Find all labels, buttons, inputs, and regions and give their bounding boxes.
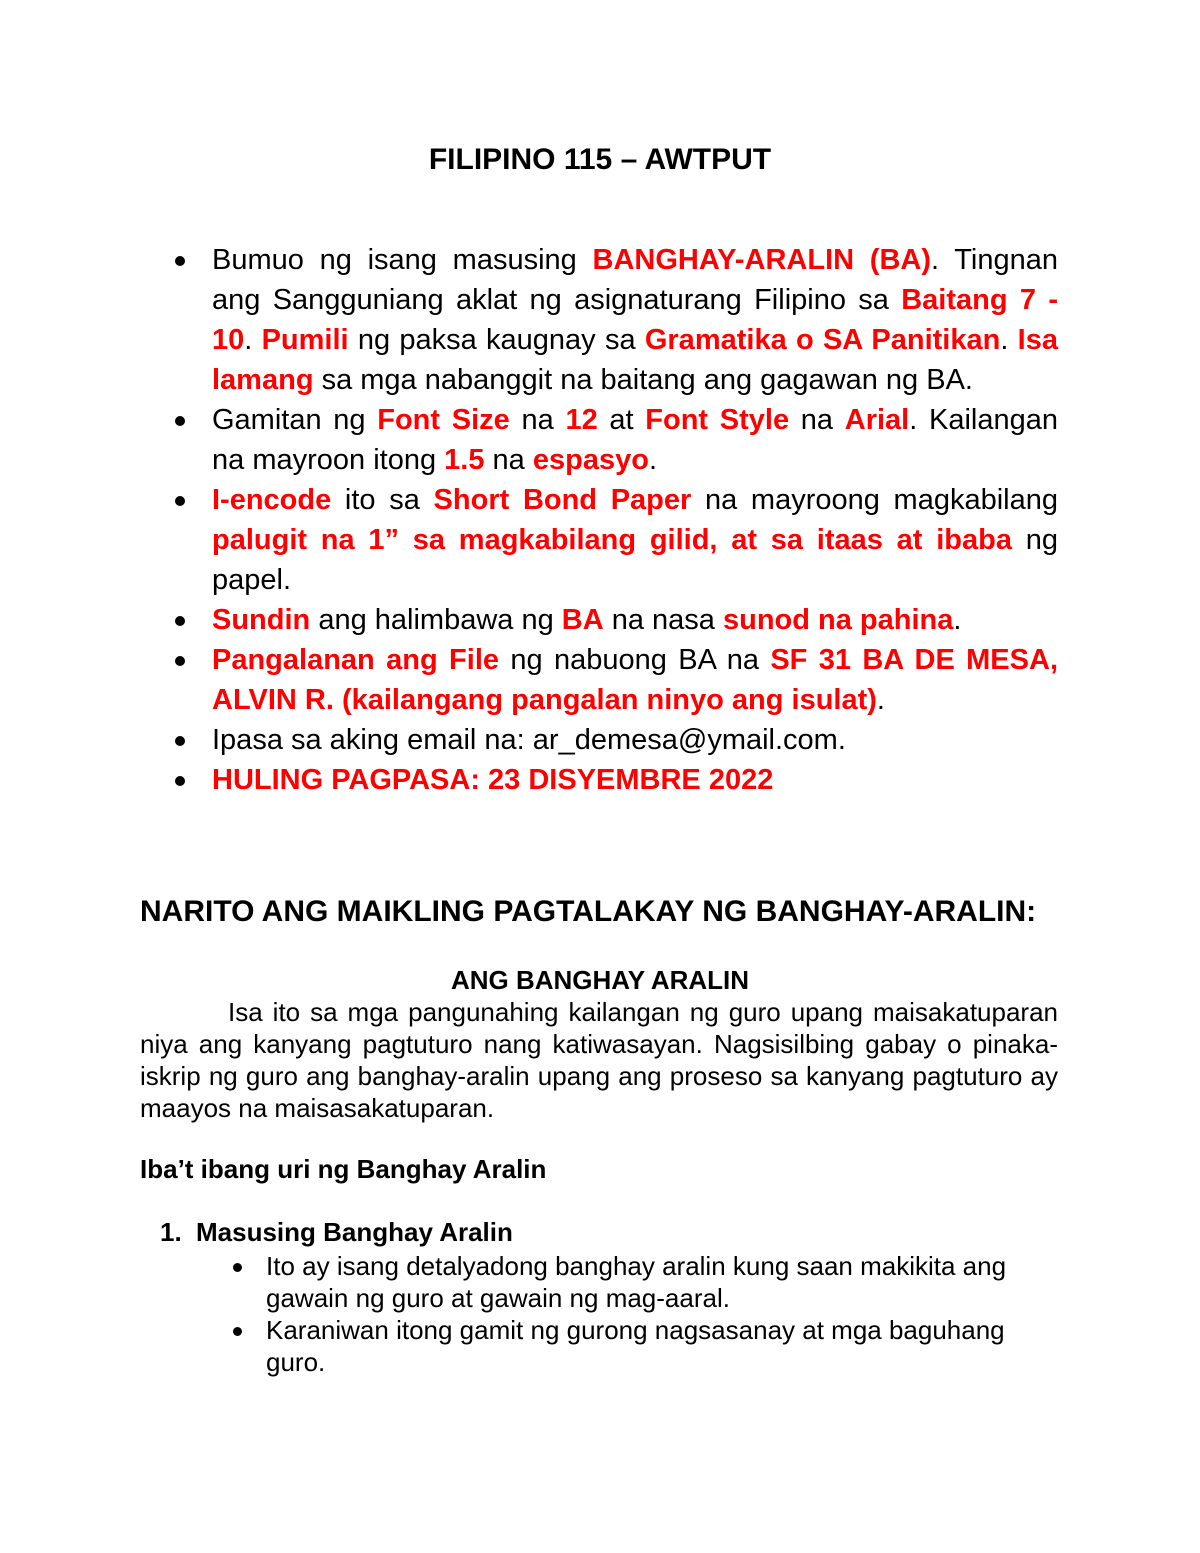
body-text: .	[876, 684, 885, 716]
highlight-text: 1.5	[444, 444, 485, 476]
types-heading: Iba’t ibang uri ng Banghay Aralin	[140, 1154, 547, 1184]
body-text: Gamitan ng	[212, 404, 378, 436]
highlight-text: Font Size	[377, 404, 510, 436]
requirement-item	[212, 400, 1058, 480]
highlight-text: espasyo	[532, 444, 649, 476]
bullet-icon	[175, 656, 185, 666]
bullet-icon	[233, 1263, 242, 1272]
bullet-icon	[175, 736, 185, 746]
section-subtitle: ANG BANGHAY ARALIN	[450, 965, 750, 995]
bullet-icon	[233, 1327, 242, 1336]
highlight-text: Sundin	[212, 604, 311, 636]
body-text: ng paksa kaugnay sa	[348, 324, 645, 356]
highlight-text: SF 31 BA DE MESA, ALVIN R. (kailangang pangalan ninyo ang isulat)	[212, 644, 1058, 716]
highlight-text: 12	[565, 404, 598, 436]
body-text: .	[953, 604, 962, 636]
bullet-icon	[175, 416, 185, 426]
body-text: .	[648, 444, 657, 476]
requirement-item	[212, 720, 1058, 760]
highlight-text: palugit na 1” sa magkabilang gilid, at sa itaas at ibaba	[212, 524, 1012, 556]
body-text: na	[484, 444, 533, 476]
highlight-text: BANGHAY-ARALIN (BA)	[592, 244, 931, 276]
list-item	[266, 1250, 1058, 1314]
body-text: . Tingnan ang Sangguniang aklat ng asignaturang Filipino sa	[212, 244, 1058, 316]
body-text: na mayroong magkabilang	[691, 484, 1059, 516]
section-paragraph: Isa ito sa mga pangunahing kailangan ng guro upang maisakatuparan niya ang kanyang pagtuturo nang katiwasayan. Nagsisilbing gabay o pinaka-iskrip ng guro ang banghay-aralin upang ang proseso sa kanyang pagtuturo ay maayos na maisasakatuparan.	[140, 997, 1058, 1123]
highlight-text: Pumili	[261, 324, 349, 356]
highlight-text: Baitang 7 - 10	[212, 284, 1058, 356]
body-text: ito sa	[331, 484, 434, 516]
highlight-text: Isa lamang	[212, 324, 1058, 396]
body-text: .	[244, 324, 262, 356]
requirement-item	[212, 600, 1058, 640]
requirement-item	[212, 240, 1058, 400]
list-item-text: Ito ay isang detalyadong banghay aralin kung saan makikita ang gawain ng guro at gawain ng mag-aaral.	[266, 1251, 1007, 1313]
body-text: Ipasa sa aking email na: ar_demesa@ymail.com.	[212, 724, 846, 756]
type-item-points	[266, 1250, 1058, 1378]
highlight-text: BA	[561, 604, 604, 636]
body-text: na	[789, 404, 845, 436]
highlight-text: Arial	[844, 404, 910, 436]
requirements-list	[212, 240, 1058, 800]
type-item-name: Masusing Banghay Aralin	[196, 1217, 513, 1247]
body-text: ang halimbawa ng	[310, 604, 562, 636]
body-text: . Kailangan na mayroon itong	[212, 404, 1058, 476]
bullet-icon	[175, 256, 185, 266]
body-text: sa mga nabanggit na baitang ang gagawan ng BA.	[313, 364, 973, 396]
section-heading: NARITO ANG MAIKLING PAGTALAKAY NG BANGHAY-ARALIN:	[140, 895, 1037, 928]
list-item	[266, 1314, 1058, 1378]
list-item-text: Karaniwan itong gamit ng gurong nagsasanay at mga baguhang guro.	[266, 1315, 1005, 1377]
body-text: at	[597, 404, 646, 436]
body-text: ng papel.	[212, 524, 1058, 596]
highlight-text: sunod na pahina	[722, 604, 954, 636]
highlight-text: I-encode	[212, 484, 332, 516]
highlight-text: Gramatika o SA Panitikan	[644, 324, 1001, 356]
body-text: na nasa	[603, 604, 723, 636]
requirement-item	[212, 640, 1058, 720]
highlight-text: Short Bond Paper	[433, 484, 692, 516]
highlight-text: Pangalanan ang File	[212, 644, 500, 676]
body-text: na	[509, 404, 566, 436]
requirement-item	[212, 760, 1058, 800]
requirement-item	[212, 480, 1058, 600]
bullet-icon	[175, 496, 185, 506]
type-item-number: 1.	[160, 1217, 182, 1247]
highlight-text: HULING PAGPASA: 23 DISYEMBRE 2022	[212, 764, 774, 796]
highlight-text: Font Style	[645, 404, 790, 436]
body-text: ng nabuong BA na	[499, 644, 771, 676]
type-item-heading	[160, 1216, 513, 1248]
bullet-icon	[175, 776, 185, 786]
body-text: .	[1000, 324, 1018, 356]
bullet-icon	[175, 616, 185, 626]
page-title: FILIPINO 115 – AWTPUT	[428, 143, 772, 176]
body-text: Bumuo ng isang masusing	[212, 244, 593, 276]
